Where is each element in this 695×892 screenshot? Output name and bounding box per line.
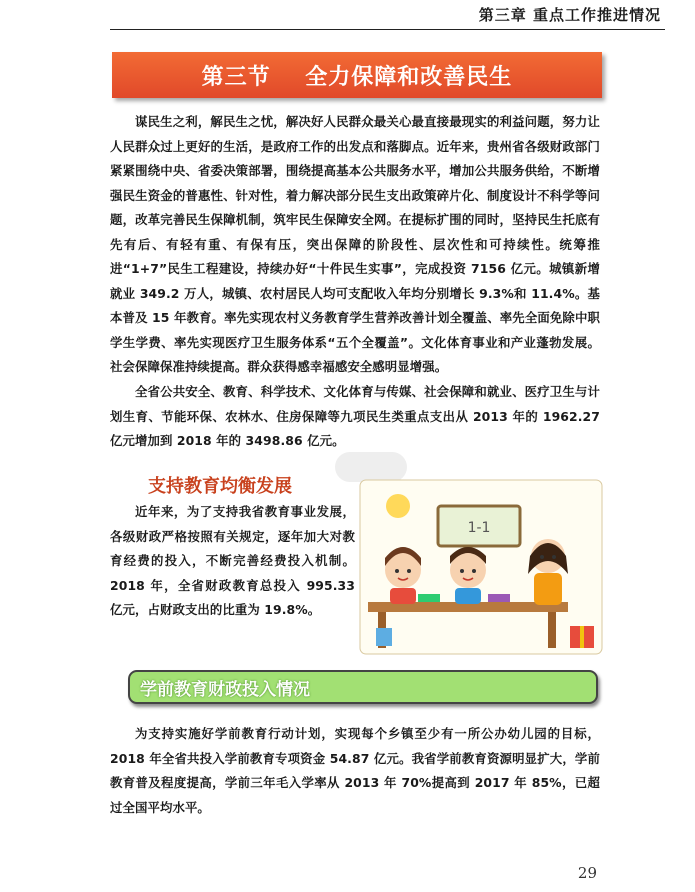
pencil-cup-icon [376, 628, 392, 646]
intro-paragraph-2: 全省公共安全、教育、科学技术、文化体育与传媒、社会保障和就业、医疗卫生与计划生育、节能环保、农林水、住房保障等九项民生类重点支出从 2013 年的 1962.27 亿元增加到 2018 年的 3498.86 亿元。 [110, 384, 600, 448]
education-paragraph: 近年来，为了支持我省教育事业发展，各级财政严格按照有关规定，逐年加大对教育经费的投入，不断完善经费投入机制。2018 年，全省财政教育总投入 995.33 亿元，占财政支出的比重为 19.8%。 [110, 504, 355, 617]
children-studying-illustration [358, 478, 604, 656]
preschool-title: 学前教育财政投入情况 [140, 679, 310, 700]
child-boy-figure [450, 547, 486, 604]
book-icon [488, 594, 510, 602]
education-subtitle: 支持教育均衡发展 [148, 476, 292, 497]
blackboard-text: 1-1 [467, 520, 491, 536]
child-girl-figure [385, 547, 421, 604]
book-icon [418, 594, 440, 602]
section-title-banner [112, 52, 602, 98]
header-divider [110, 29, 665, 30]
page-number: 29 [577, 864, 597, 882]
sun-icon [386, 494, 410, 518]
preschool-paragraph: 为支持实施好学前教育行动计划，实现每个乡镇至少有一所公办幼儿园的目标，2018 年全省共投入学前教育专项资金 54.87 亿元。我省学前教育资源明显扩大，学前教育普及程度提高，学前三年毛入学率从 2013 年 70%提高到 2017 年 85%，已超过全国平均水平。 [110, 726, 600, 815]
chapter-header: 第三章 重点工作推进情况 [478, 6, 661, 24]
preschool-title-banner [128, 670, 598, 704]
intro-paragraph-1: 谋民生之利，解民生之忧，解决好人民群众最关心最直接最现实的利益问题，努力让人民群众过上更好的生活，是政府工作的出发点和落脚点。近年来，贵州省各级财政部门紧紧围绕中央、省委决策部署，围绕提高基本公共服务水平，增加公共服务供给，不断增强民生资金的普惠性、针对性，着力解决部分民生支出政策碎片化、制度设计不科学等问题，改革完善民生保障机制，筑牢民生保障安全网。在提标扩围的同时，坚持民生托底有先有后、有轻有重、有保有压，突出保障的阶段性、层次性和可持续性。统筹推进“1+7”民生工程建设，持续办好“十件民生实事”，完成投资 7156 亿元。城镇新增就业 349.2 万人，城镇、农村居民人均可支配收入年均分别增长 9.3%和 11.4%。基本普及 15 年教育。率先实现农村义务教育学生营养改善计划全覆盖、率先全面免除中职学生学费、率先实现医疗卫生服务体系“五个全覆盖”。文化体育事业和产业蓬勃发展。社会保障保准持续提高。群众获得感幸福感安全感明显增强。 [110, 114, 600, 374]
section-title: 第三节 全力保障和改善民生 [201, 64, 513, 90]
